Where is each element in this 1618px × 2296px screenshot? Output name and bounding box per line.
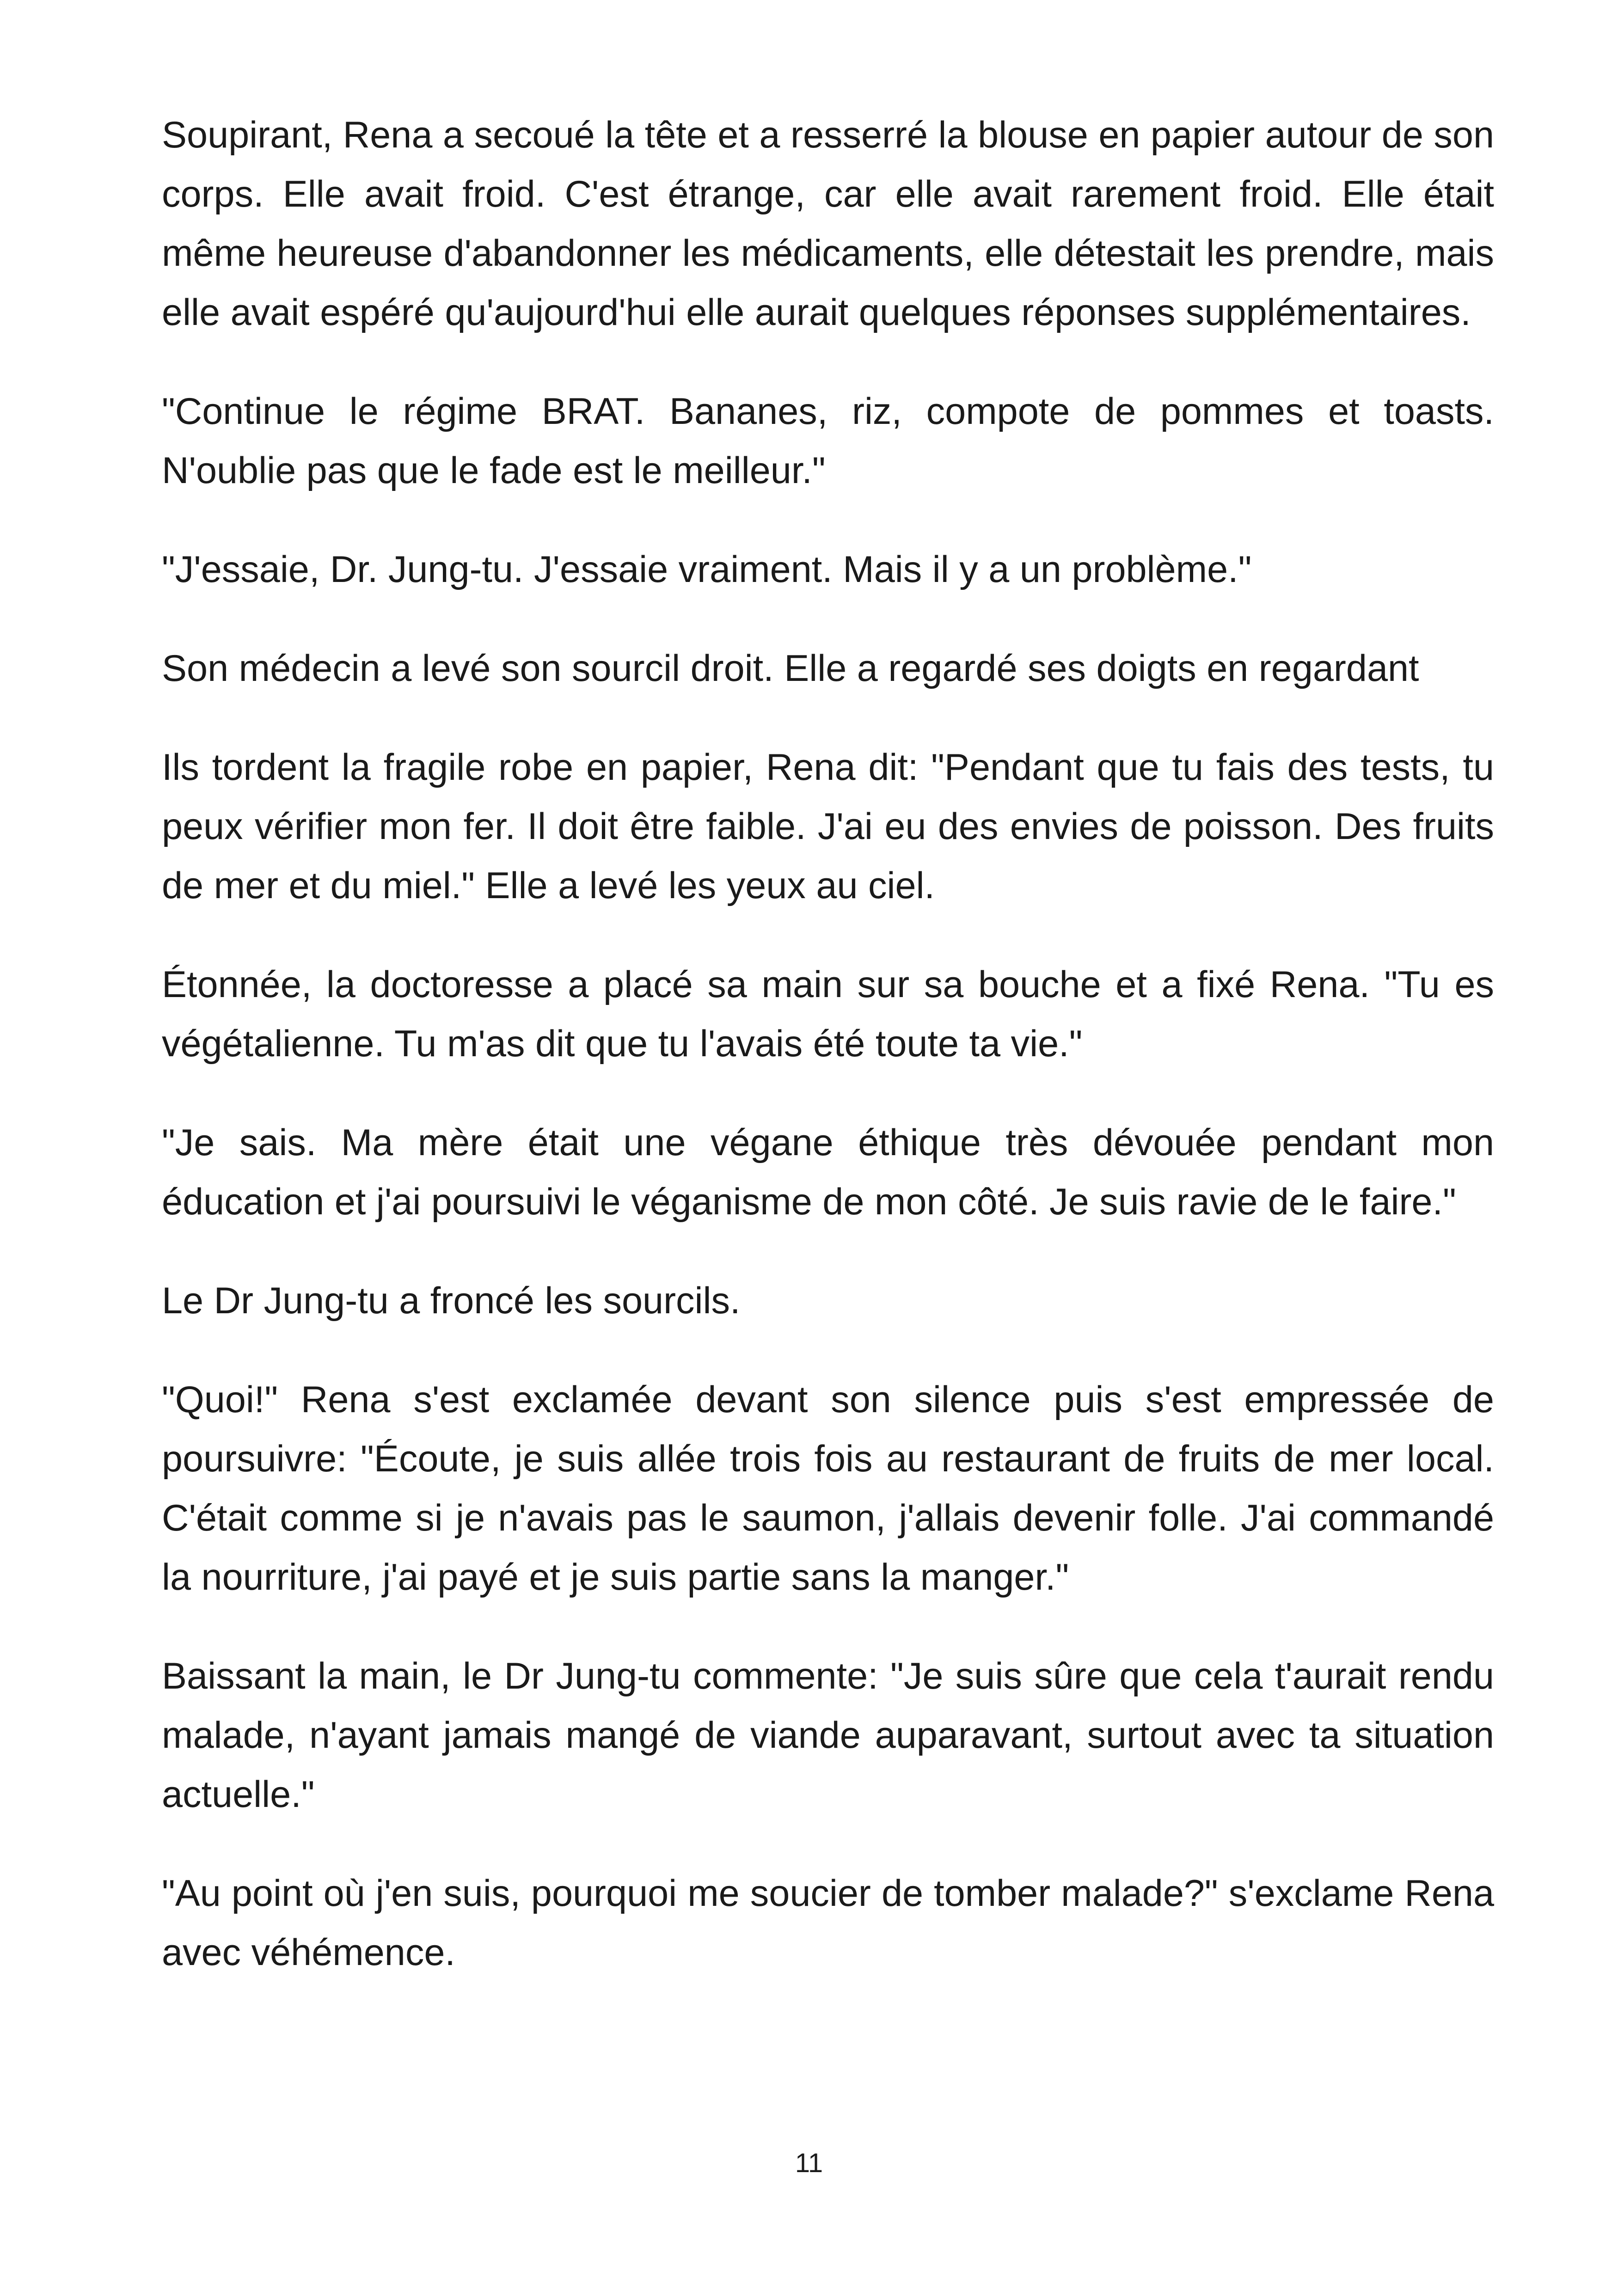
page-number: 11	[795, 2148, 823, 2178]
paragraph: Son médecin a levé son sourcil droit. Elle a regardé ses doigts en regardant	[162, 648, 1419, 689]
paragraph: "Quoi!" Rena s'est exclamée devant son silence puis s'est empressée de poursuivre: "Écoute, je suis allée trois fois au restaurant de fruits de mer local. C'était comme si je n'avais pas le saumon, j'allais devenir folle. J'ai commandé la nourriture, j'ai payé et je suis partie sans la manger."	[162, 1379, 1494, 1598]
paragraph: "Au point où j'en suis, pourquoi me soucier de tomber malade?" s'exclame Rena avec véhémence.	[162, 1873, 1494, 1973]
paragraph: Le Dr Jung-tu a froncé les sourcils.	[162, 1280, 741, 1322]
paragraph: Soupirant, Rena a secoué la tête et a resserré la blouse en papier autour de son corps. Elle avait froid. C'est étrange, car elle avait rarement froid. Elle était même heureuse d'abandonner les médicaments, elle détestait les prendre, mais elle avait espéré qu'aujourd'hui elle aurait quelques réponses supplémentaires.	[162, 114, 1494, 333]
paragraph: Ils tordent la fragile robe en papier, Rena dit: "Pendant que tu fais des tests, tu peux vérifier mon fer. Il doit être faible. J'ai eu des envies de poisson. Des fruits de mer et du miel." Elle a levé les yeux au ciel.	[162, 747, 1494, 906]
paragraph: "Je sais. Ma mère était une végane éthique très dévouée pendant mon éducation et j'ai poursuivi le véganisme de mon côté. Je suis ravie de le faire."	[162, 1122, 1494, 1223]
paragraph: "J'essaie, Dr. Jung-tu. J'essaie vraiment. Mais il y a un problème."	[162, 549, 1252, 590]
paragraph: Baissant la main, le Dr Jung-tu commente: "Je suis sûre que cela t'aurait rendu malade, n'ayant jamais mangé de viande auparavant, surtout avec ta situation actuelle."	[162, 1655, 1494, 1815]
body-text	[162, 105, 1494, 2022]
paragraph: "Continue le régime BRAT. Bananes, riz, compote de pommes et toasts. N'oublie pas que le fade est le meilleur."	[162, 391, 1494, 491]
paragraph: Étonnée, la doctoresse a placé sa main sur sa bouche et a fixé Rena. "Tu es végétalienne. Tu m'as dit que tu l'avais été toute ta vie."	[162, 964, 1494, 1065]
